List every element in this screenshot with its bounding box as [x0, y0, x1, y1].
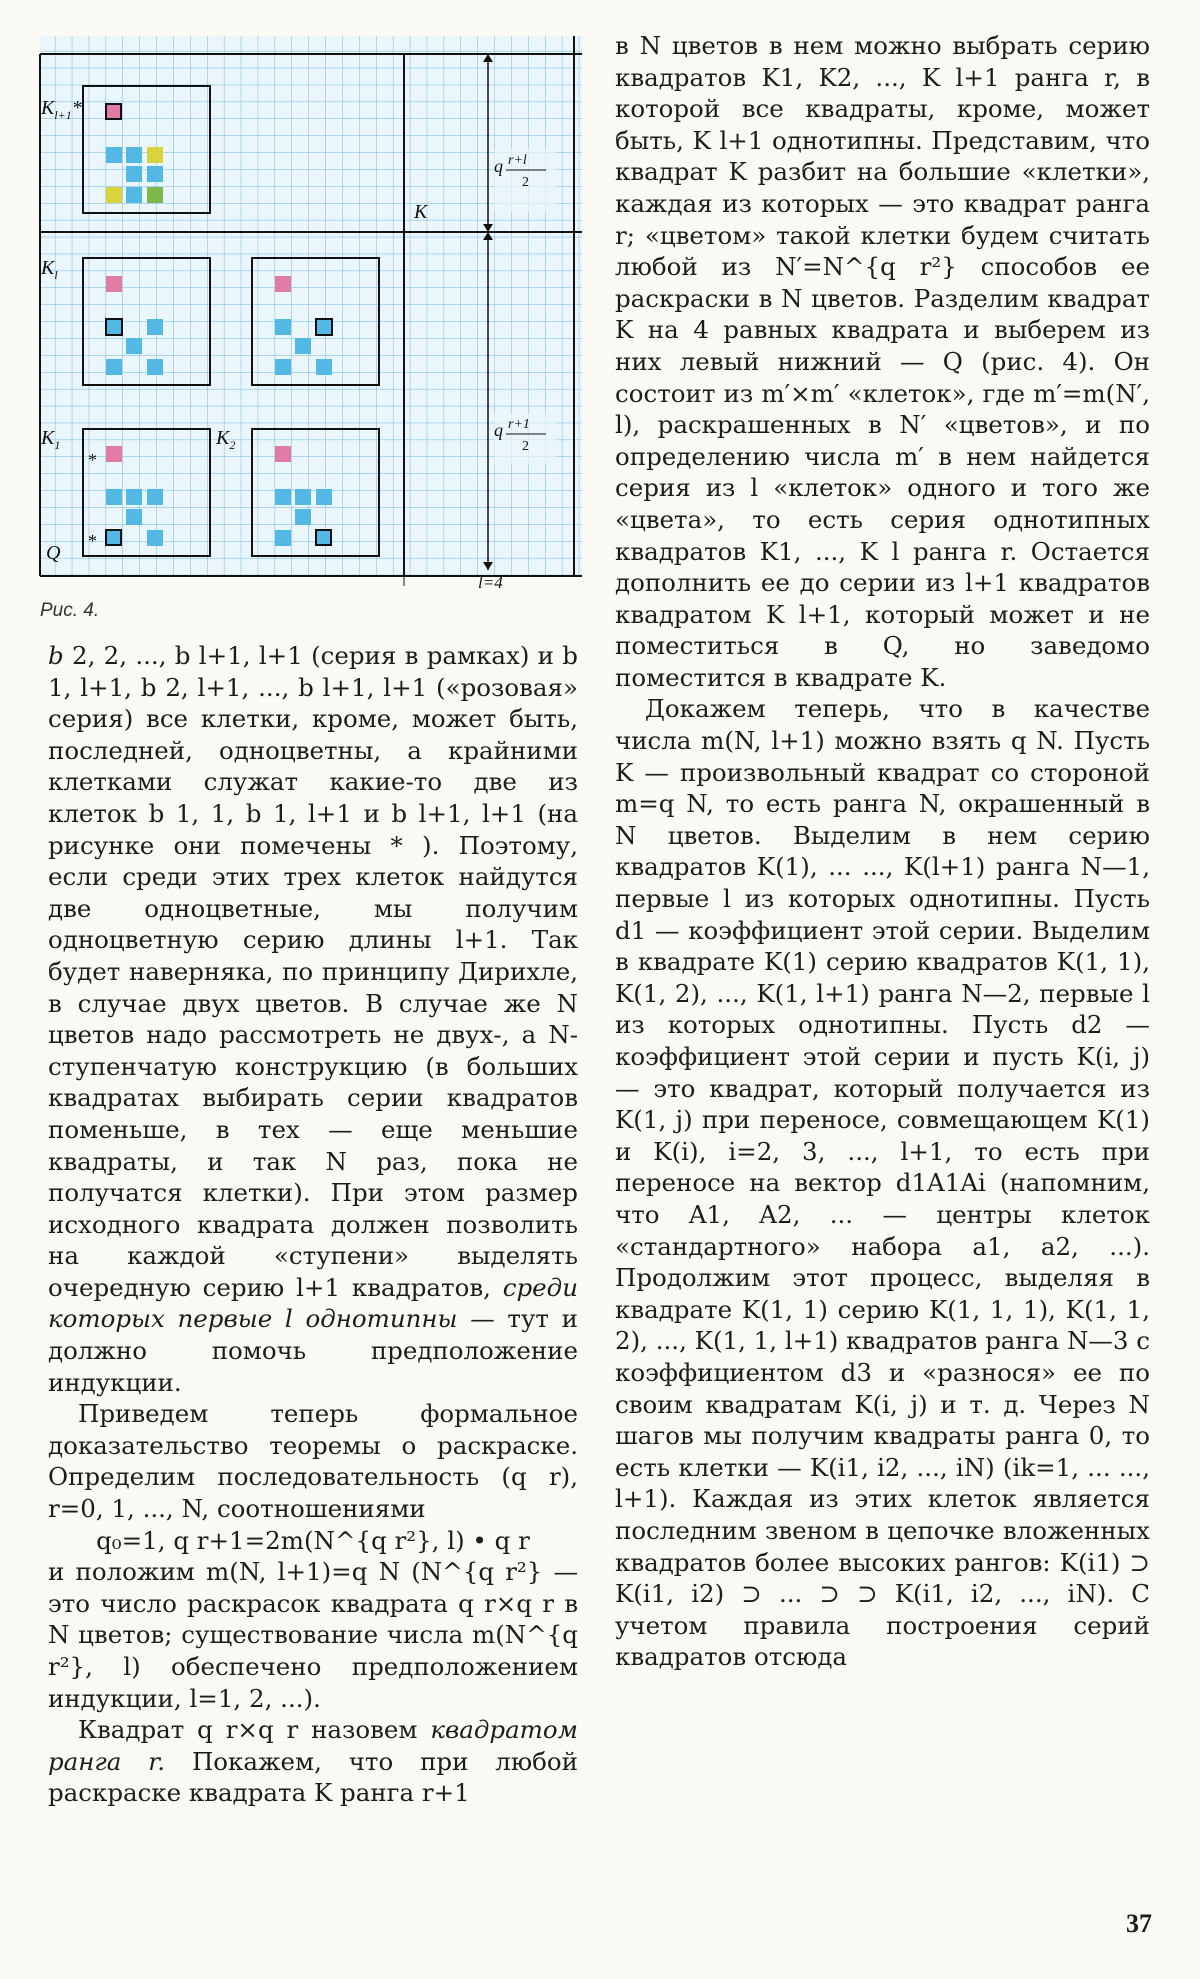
label-k-1: $K_1$ [41, 427, 61, 452]
label-k-l: $K_l$ [41, 257, 58, 282]
label-l-eq: l=4 [478, 573, 503, 590]
dim-top-q: q [494, 156, 503, 176]
dim-bot-den: 2 [522, 439, 529, 454]
text-fragment: Покажем, что при любой раскраске квадрата K ранга r+1 [48, 1746, 578, 1808]
left-column [48, 640, 578, 1809]
right-column [615, 30, 1150, 1673]
label-k: K [414, 201, 428, 223]
dim-bot-q: q [494, 420, 503, 440]
text-fragment: Квадрат q r×q r назовем [78, 1715, 418, 1745]
dim-bot-frac: r+1 [508, 417, 530, 432]
left-paragraph-4 [48, 1714, 578, 1809]
figure-caption: Рис. 4. [40, 600, 100, 621]
text-fragment: b [48, 641, 64, 670]
text-fragment: 2, 2, ..., b l+1, l+1 (серия в рамках) и b 1, l+1, b 2, l+1, ..., b l+1, l+1 («розовая» серия) все клетки, кроме, может быть, последней, одноцветны, а крайними клетками служат какие-то две из клеток b 1, 1, b 1, l+1 и b l+1, l+1 (на рисунке они помечены * ). Поэтому, если среди этих трех клеток найдутся две одноцветные, мы получим одноцветную серию длины l+1. Так будет наверняка, по принципу Дирихле, в случае двух цветов. В случае же N цветов надо рассмотреть не двух-, а N-ступенчатую конструкцию (в больших квадратах выбирать серии квадратов поменьше, в тех — еще меньшие квадраты, и так N раз, пока не получатся клетки). При этом размер исходного квадрата должен позволить на каждой «ступени» выделять очередную серию l+1 квадратов, [48, 641, 578, 1302]
star-marker: * [88, 450, 97, 470]
page-number: 37 [1126, 1909, 1152, 1938]
left-paragraph-3: и положим m(N, l+1)=q N (N^{q r²} — это число раскрасок квадрата q r×q r в N цветов; существование числа m(N^{q r²}, l) обеспечено предположением индукции, l=1, 2, ...). [48, 1557, 578, 1713]
text-fragment: — тут и должно помочь предположение индукции. [48, 1304, 578, 1397]
right-paragraph-1: в N цветов в нем можно выбрать серию квадратов K1, K2, ..., K l+1 ранга r, в которой все квадраты, кроме, может быть, K l+1 однотипны. Представим, что квадрат K разбит на большие «клетки», каждая из которых — это квадрат ранга r; «цветом» такой клетки будем считать любой из N′=N^{q r²} способов ее раскраски в N цветов. Разделим квадрат K на 4 равных квадрата и выберем из них левый нижний — Q (рис. 4). Он состоит из m′×m′ «клеток», где m′=m(N′, l), раскрашенных в N′ «цветов», и по определению числа m′ в нем найдется серия из l «клеток» одного и того же «цвета», то есть серия однотипных квадратов K1, ..., K l ранга r. Остается дополнить ее до серии из l+1 квадратов квадратом K l+1, который может и не поместиться в Q, но заведомо поместится в квадрате K. [615, 31, 1150, 692]
star-marker: * [88, 531, 97, 551]
left-paragraph-1 [48, 640, 578, 1398]
dim-top-frac: r+l [508, 153, 527, 168]
right-paragraph-2: Докажем теперь, что в качестве числа m(N, l+1) можно взять q N. Пусть K — произвольный квадрат со стороной m=q N, то есть ранга N, окрашенный в N цветов. Выделим в нем серию квадратов K(1), ... ..., K(l+1) ранга N—1, первые l из которых однотипны. Пусть d1 — коэффициент этой серии. Выделим в квадрате K(1) серию квадратов K(1, 1), K(1, 2), ..., K(1, l+1) ранга N—2, первые l из которых однотипны. Пусть d2 — коэффициент этой серии и пусть K(i, j) — это квадрат, который получается из K(1, j) при переносе, совмещающем K(1) и K(i), i=2, 3, ..., l+1, то есть при переносе на вектор d1A1Ai (напомним, что A1, A2, ... — центры клеток «стандартного» набора a1, a2, ...). Продолжим этот процесс, выделяя в квадрате K(1, 1) серию K(1, 1, 1), K(1, 1, 2), ..., K(1, 1, l+1) квадратов ранга N—3 с коэффициентом d3 и «разнося» ее по своим квадратам K(i, j) и т. д. Через N шагов мы получим квадраты ранга 0, то есть клетки — K(i1, i2, ..., iN) (ik=1, ... ..., l+1). Каждая из этих клеток является последним звеном в цепочке вложенных квадратов более высоких рангов: K(i1) ⊃ K(i1, i2) ⊃ ... ⊃ ⊃ K(i1, i2, ..., iN). С учетом правила построения серий квадратов отсюда [615, 694, 1151, 1672]
text-italic: квадратом ранга r. [48, 1715, 578, 1776]
label-k-l1: $K_{l+1}*$ [41, 97, 82, 122]
label-q: Q [46, 542, 61, 564]
label-k-2: $K_2$ [216, 427, 236, 452]
left-paragraph-2: Приведем теперь формальное доказательство теоремы о раскраске. Определим последовательность (q r), r=0, 1, ..., N, соотношениями [48, 1399, 578, 1524]
formula-q: q₀=1, q r+1=2m(N^{q r²}, l) • q r [96, 1525, 530, 1555]
figure-4 [38, 34, 584, 590]
text-italic: среди которых первые l однотипны [48, 1272, 578, 1334]
dim-top-den: 2 [522, 175, 529, 190]
